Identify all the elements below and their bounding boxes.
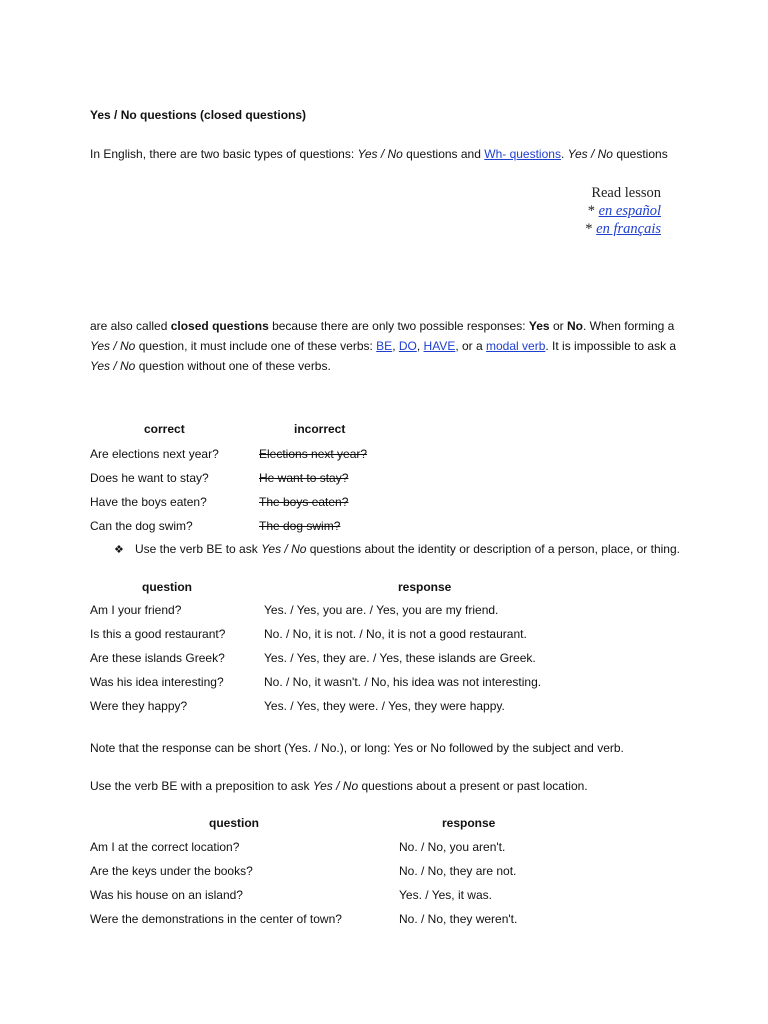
table1-incorrect-cell: He want to stay? — [259, 471, 349, 485]
table2-response-cell: Yes. / Yes, they were. / Yes, they were happy. — [264, 699, 505, 713]
wh-questions-link[interactable]: Wh- questions — [484, 147, 561, 161]
page-title: Yes / No questions (closed questions) — [90, 108, 307, 122]
table3-response-cell: Yes. / Yes, it was. — [399, 888, 492, 902]
table3-header-question: question — [209, 816, 259, 830]
be-link[interactable]: BE — [376, 339, 393, 353]
table2-question-cell: Am I your friend? — [90, 603, 182, 617]
note-paragraph: Note that the response can be short (Yes. / No.), or long: Yes or No followed by the subject and verb. — [90, 741, 624, 755]
table2-response-cell: No. / No, it wasn't. / No, his idea was not interesting. — [264, 675, 542, 689]
have-link[interactable]: HAVE — [423, 339, 456, 353]
table2-header-question: question — [142, 580, 192, 594]
table1-correct-cell: Have the boys eaten? — [90, 495, 207, 509]
be-identity-bullet: Use the verb BE to ask Yes / No questions about the identity or description of a person, place, or thing. — [135, 542, 680, 556]
table1-incorrect-cell: The dog swim? — [259, 519, 341, 533]
table1-header-incorrect: incorrect — [294, 422, 346, 436]
table2-question-cell: Were they happy? — [90, 699, 188, 713]
location-paragraph: Use the verb BE with a preposition to ask Yes / No questions about a present or past location. — [90, 779, 588, 793]
table3-question-cell: Was his house on an island? — [90, 888, 243, 902]
table1-correct-cell: Does he want to stay? — [90, 471, 209, 485]
table3-question-cell: Were the demonstrations in the center of town? — [90, 912, 342, 926]
table2-response-cell: Yes. / Yes, they are. / Yes, these islands are Greek. — [264, 651, 536, 665]
table3-response-cell: No. / No, they weren't. — [399, 912, 518, 926]
read-lesson-heading: Read lesson — [591, 185, 661, 201]
modal-verb-link[interactable]: modal verb — [486, 339, 546, 353]
table2-response-cell: Yes. / Yes, you are. / Yes, you are my friend. — [264, 603, 499, 617]
table3-response-cell: No. / No, you aren't. — [399, 840, 506, 854]
table2-question-cell: Was his idea interesting? — [90, 675, 224, 689]
spanish-link[interactable]: en español — [598, 203, 661, 219]
table2-question-cell: Are these islands Greek? — [90, 651, 225, 665]
table3-response-cell: No. / No, they are not. — [399, 864, 517, 878]
do-link[interactable]: DO — [398, 339, 417, 353]
table3-header-response: response — [442, 816, 496, 830]
table2-header-response: response — [398, 580, 452, 594]
table1-correct-cell: Can the dog swim? — [90, 519, 193, 533]
table1-header-correct: correct — [144, 422, 185, 436]
table2-response-cell: No. / No, it is not. / No, it is not a good restaurant. — [264, 627, 527, 641]
intro-paragraph: In English, there are two basic types of questions: Yes / No questions and Wh- questions. Yes / No questions — [90, 147, 668, 161]
bullet-marker-icon: ❖ — [114, 544, 124, 556]
read-lesson-box: Read lesson * en español * en français — [585, 185, 661, 237]
french-link[interactable]: en français — [596, 221, 661, 237]
table1-incorrect-cell: The boys eaten? — [259, 495, 349, 509]
table3-question-cell: Am I at the correct location? — [90, 840, 240, 854]
closed-questions-paragraph: are also called closed questions because there are only two possible responses: Yes or No. When forming a Yes / No question, it must include one of these verbs: BE, DO, HAVE, or a modal verb. It is impossible to ask a Yes / No question without one of these verbs. — [90, 319, 677, 373]
table3-question-cell: Are the keys under the books? — [90, 864, 253, 878]
table2-question-cell: Is this a good restaurant? — [90, 627, 226, 641]
table1-correct-cell: Are elections next year? — [90, 447, 219, 461]
table1-incorrect-cell: Elections next year? — [259, 447, 368, 461]
